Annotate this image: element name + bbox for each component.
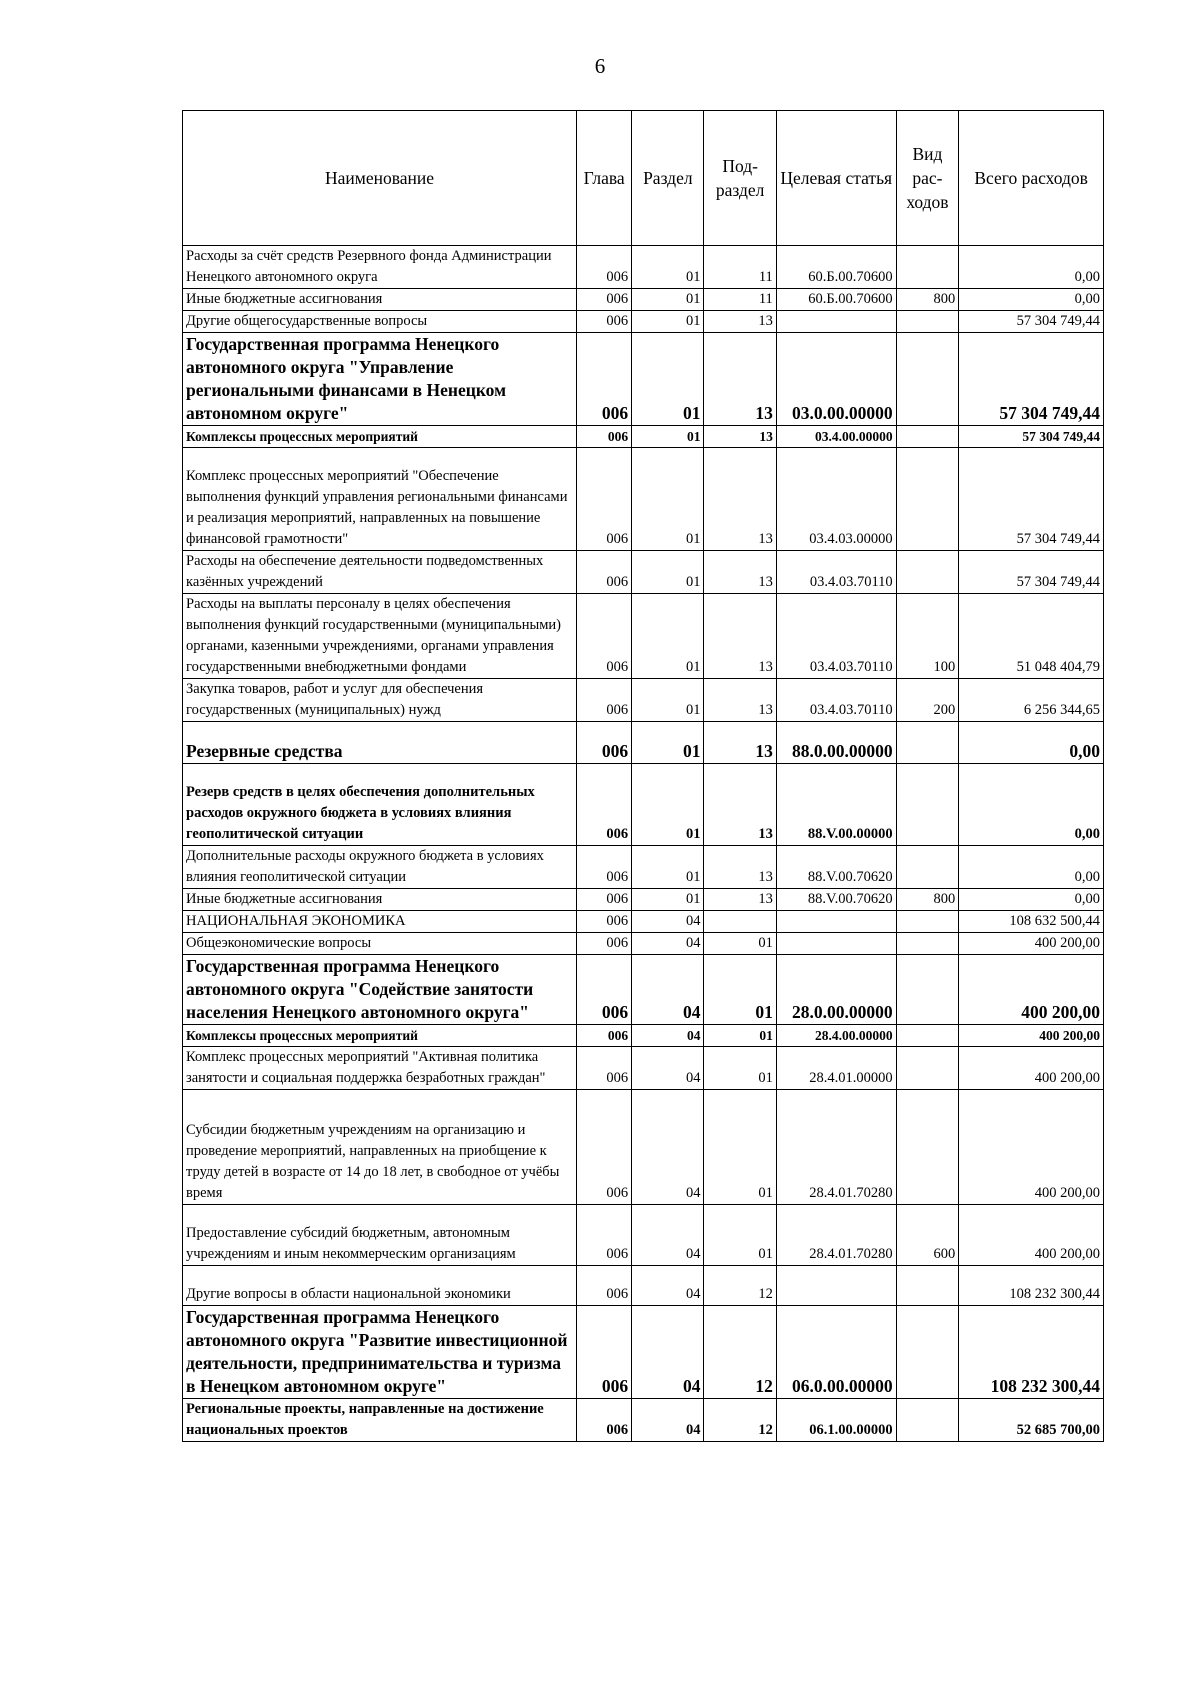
row-razdel: 04: [632, 911, 704, 933]
row-name: Комплексы процессных мероприятий: [183, 1025, 577, 1047]
row-podrazdel: 12: [704, 1306, 776, 1399]
row-razdel: 01: [632, 551, 704, 594]
row-razdel: 01: [632, 846, 704, 889]
table-row: [183, 846, 1104, 889]
row-glava: 006: [577, 933, 632, 955]
row-name: Государственная программа Ненецкого автономного округа "Развитие инвестиционной деятельности, предпринимательства и туризма в Ненецком автономном округе": [183, 1306, 577, 1399]
row-target: 03.4.03.70110: [776, 594, 896, 679]
row-target: 03.4.03.70110: [776, 551, 896, 594]
row-name: Общеэкономические вопросы: [183, 933, 577, 955]
row-total: 6 256 344,65: [959, 679, 1104, 722]
row-name: Иные бюджетные ассигнования: [183, 889, 577, 911]
row-vid: 200: [896, 679, 959, 722]
row-razdel: 04: [632, 1306, 704, 1399]
row-total: 108 232 300,44: [959, 1306, 1104, 1399]
row-razdel: 04: [632, 1090, 704, 1205]
row-podrazdel: 13: [704, 551, 776, 594]
row-vid: 600: [896, 1205, 959, 1266]
row-name: Государственная программа Ненецкого автономного округа "Управление региональными финансами в Ненецком автономном округе": [183, 333, 577, 426]
table-row: [183, 333, 1104, 426]
row-vid: [896, 246, 959, 289]
row-razdel: 01: [632, 764, 704, 846]
row-podrazdel: 12: [704, 1399, 776, 1442]
page-number: 6: [594, 54, 606, 78]
row-glava: 006: [577, 289, 632, 311]
row-vid: [896, 448, 959, 551]
row-total: 400 200,00: [959, 933, 1104, 955]
row-name: Государственная программа Ненецкого автономного округа "Содействие занятости населения Ненецкого автономного округа": [183, 955, 577, 1025]
row-podrazdel: [704, 911, 776, 933]
row-podrazdel: 11: [704, 246, 776, 289]
table-row: [183, 1266, 1104, 1306]
row-glava: 006: [577, 594, 632, 679]
table-row: [183, 1399, 1104, 1442]
row-target: 28.4.01.70280: [776, 1090, 896, 1205]
row-razdel: 04: [632, 1205, 704, 1266]
row-podrazdel: 13: [704, 764, 776, 846]
table-row: [183, 1306, 1104, 1399]
row-vid: 800: [896, 889, 959, 911]
row-name: Комплекс процессных мероприятий "Обеспечение выполнения функций управления региональными финансами и реализация мероприятий, направленных на повышение финансовой грамотности": [183, 448, 577, 551]
row-vid: 100: [896, 594, 959, 679]
row-glava: 006: [577, 1047, 632, 1090]
row-vid: [896, 933, 959, 955]
row-total: 57 304 749,44: [959, 311, 1104, 333]
row-razdel: 01: [632, 333, 704, 426]
row-total: 400 200,00: [959, 1025, 1104, 1047]
row-target: 03.0.00.00000: [776, 333, 896, 426]
row-total: 400 200,00: [959, 955, 1104, 1025]
row-podrazdel: 13: [704, 311, 776, 333]
row-total: 108 232 300,44: [959, 1266, 1104, 1306]
row-total: 0,00: [959, 889, 1104, 911]
row-glava: 006: [577, 333, 632, 426]
row-name: Дополнительные расходы окружного бюджета в условиях влияния геополитической ситуации: [183, 846, 577, 889]
table-row: [183, 1047, 1104, 1090]
header-podrazdel: Под-раздел: [704, 111, 776, 246]
row-razdel: 01: [632, 426, 704, 448]
table-row: [183, 426, 1104, 448]
row-razdel: 04: [632, 933, 704, 955]
row-target: 60.Б.00.70600: [776, 289, 896, 311]
row-target: 28.0.00.00000: [776, 955, 896, 1025]
row-target: [776, 911, 896, 933]
row-name: Резерв средств в целях обеспечения дополнительных расходов окружного бюджета в условиях влияния геополитической ситуации: [183, 764, 577, 846]
row-name: Резервные средства: [183, 722, 577, 764]
row-glava: 006: [577, 551, 632, 594]
row-name: Другие вопросы в области национальной экономики: [183, 1266, 577, 1306]
row-target: 88.V.00.70620: [776, 846, 896, 889]
row-name: Комплекс процессных мероприятий "Активная политика занятости и социальная поддержка безработных граждан": [183, 1047, 577, 1090]
row-total: 0,00: [959, 846, 1104, 889]
row-target: [776, 1266, 896, 1306]
row-podrazdel: 12: [704, 1266, 776, 1306]
row-glava: 006: [577, 1306, 632, 1399]
row-name: Иные бюджетные ассигнования: [183, 289, 577, 311]
row-glava: 006: [577, 889, 632, 911]
row-vid: [896, 1025, 959, 1047]
table-row: [183, 722, 1104, 764]
table-row: [183, 448, 1104, 551]
row-glava: 006: [577, 1090, 632, 1205]
row-total: 57 304 749,44: [959, 551, 1104, 594]
table-row: [183, 889, 1104, 911]
row-target: 03.4.00.00000: [776, 426, 896, 448]
row-razdel: 04: [632, 1025, 704, 1047]
row-razdel: 04: [632, 1047, 704, 1090]
header-row: [183, 111, 1104, 246]
row-glava: 006: [577, 722, 632, 764]
row-name: Предоставление субсидий бюджетным, автономным учреждениям и иным некоммерческим организациям: [183, 1205, 577, 1266]
row-podrazdel: 13: [704, 448, 776, 551]
row-glava: 006: [577, 426, 632, 448]
row-vid: [896, 846, 959, 889]
row-podrazdel: 01: [704, 1205, 776, 1266]
row-glava: 006: [577, 955, 632, 1025]
row-razdel: 01: [632, 289, 704, 311]
row-podrazdel: 13: [704, 722, 776, 764]
row-glava: 006: [577, 1399, 632, 1442]
row-vid: [896, 1399, 959, 1442]
row-total: 52 685 700,00: [959, 1399, 1104, 1442]
row-glava: 006: [577, 911, 632, 933]
row-podrazdel: 01: [704, 1090, 776, 1205]
row-vid: [896, 1266, 959, 1306]
row-name: Субсидии бюджетным учреждениям на организацию и проведение мероприятий, направленных на приобщение к труду детей в возрасте от 14 до 18 лет, в свободное от учёбы время: [183, 1090, 577, 1205]
row-target: 60.Б.00.70600: [776, 246, 896, 289]
row-target: 88.V.00.70620: [776, 889, 896, 911]
row-target: 06.1.00.00000: [776, 1399, 896, 1442]
row-podrazdel: 01: [704, 933, 776, 955]
row-vid: [896, 1047, 959, 1090]
row-podrazdel: 13: [704, 426, 776, 448]
row-vid: [896, 311, 959, 333]
row-razdel: 04: [632, 1399, 704, 1442]
row-name: Другие общегосударственные вопросы: [183, 311, 577, 333]
row-podrazdel: 11: [704, 289, 776, 311]
row-name: Комплексы процессных мероприятий: [183, 426, 577, 448]
row-total: 57 304 749,44: [959, 448, 1104, 551]
row-glava: 006: [577, 448, 632, 551]
row-name: Расходы на обеспечение деятельности подведомственных казённых учреждений: [183, 551, 577, 594]
row-target: 88.0.00.00000: [776, 722, 896, 764]
row-podrazdel: 01: [704, 1047, 776, 1090]
row-total: 400 200,00: [959, 1047, 1104, 1090]
row-target: [776, 311, 896, 333]
row-total: 0,00: [959, 722, 1104, 764]
header-razdel: Раздел: [632, 111, 704, 246]
row-podrazdel: 13: [704, 679, 776, 722]
row-target: 88.V.00.00000: [776, 764, 896, 846]
table-row: [183, 933, 1104, 955]
row-total: 400 200,00: [959, 1205, 1104, 1266]
row-podrazdel: 13: [704, 594, 776, 679]
row-razdel: 01: [632, 246, 704, 289]
row-razdel: 01: [632, 311, 704, 333]
header-target: Целевая статья: [776, 111, 896, 246]
table-row: [183, 955, 1104, 1025]
row-target: 28.4.01.70280: [776, 1205, 896, 1266]
row-podrazdel: 13: [704, 846, 776, 889]
row-razdel: 01: [632, 594, 704, 679]
row-total: 108 632 500,44: [959, 911, 1104, 933]
header-name: Наименование: [183, 111, 577, 246]
row-vid: [896, 764, 959, 846]
row-target: 28.4.01.00000: [776, 1047, 896, 1090]
row-vid: [896, 333, 959, 426]
row-total: 57 304 749,44: [959, 426, 1104, 448]
row-vid: [896, 1090, 959, 1205]
row-name: Расходы на выплаты персоналу в целях обеспечения выполнения функций государственными (муниципальными) органами, казенными учреждениями, органами управления государственными внебюджетными фондами: [183, 594, 577, 679]
row-vid: [896, 911, 959, 933]
row-razdel: 01: [632, 889, 704, 911]
table-row: [183, 594, 1104, 679]
row-total: 0,00: [959, 289, 1104, 311]
row-glava: 006: [577, 1266, 632, 1306]
table-row: [183, 1090, 1104, 1205]
table-row: [183, 679, 1104, 722]
row-razdel: 01: [632, 722, 704, 764]
table-row: [183, 551, 1104, 594]
row-target: 03.4.03.00000: [776, 448, 896, 551]
header-vid: Вид рас-ходов: [896, 111, 959, 246]
row-name: Региональные проекты, направленные на достижение национальных проектов: [183, 1399, 577, 1442]
row-total: 51 048 404,79: [959, 594, 1104, 679]
row-podrazdel: 13: [704, 889, 776, 911]
row-razdel: 01: [632, 679, 704, 722]
table-row: [183, 1205, 1104, 1266]
row-podrazdel: 01: [704, 955, 776, 1025]
row-vid: [896, 1306, 959, 1399]
row-glava: 006: [577, 846, 632, 889]
row-name: Закупка товаров, работ и услуг для обеспечения государственных (муниципальных) нужд: [183, 679, 577, 722]
row-glava: 006: [577, 679, 632, 722]
row-target: 06.0.00.00000: [776, 1306, 896, 1399]
row-vid: [896, 722, 959, 764]
row-podrazdel: 13: [704, 333, 776, 426]
table-row: [183, 764, 1104, 846]
row-glava: 006: [577, 311, 632, 333]
row-target: 03.4.03.70110: [776, 679, 896, 722]
row-name: НАЦИОНАЛЬНАЯ ЭКОНОМИКА: [183, 911, 577, 933]
table-row: [183, 1025, 1104, 1047]
row-razdel: 04: [632, 955, 704, 1025]
header-glava: Глава: [577, 111, 632, 246]
row-name: Расходы за счёт средств Резервного фонда Администрации Ненецкого автономного округа: [183, 246, 577, 289]
row-total: 57 304 749,44: [959, 333, 1104, 426]
row-vid: 800: [896, 289, 959, 311]
row-podrazdel: 01: [704, 1025, 776, 1047]
table-row: [183, 246, 1104, 289]
row-glava: 006: [577, 764, 632, 846]
table-row: [183, 311, 1104, 333]
expenditure-table: [182, 110, 1104, 1442]
row-total: 0,00: [959, 764, 1104, 846]
row-target: 28.4.00.00000: [776, 1025, 896, 1047]
table-row: [183, 911, 1104, 933]
row-razdel: 04: [632, 1266, 704, 1306]
row-target: [776, 933, 896, 955]
row-vid: [896, 426, 959, 448]
header-total: Всего расходов: [959, 111, 1104, 246]
row-total: 400 200,00: [959, 1090, 1104, 1205]
row-total: 0,00: [959, 246, 1104, 289]
row-vid: [896, 551, 959, 594]
row-glava: 006: [577, 1205, 632, 1266]
row-razdel: 01: [632, 448, 704, 551]
row-glava: 006: [577, 246, 632, 289]
row-glava: 006: [577, 1025, 632, 1047]
row-vid: [896, 955, 959, 1025]
table-row: [183, 289, 1104, 311]
